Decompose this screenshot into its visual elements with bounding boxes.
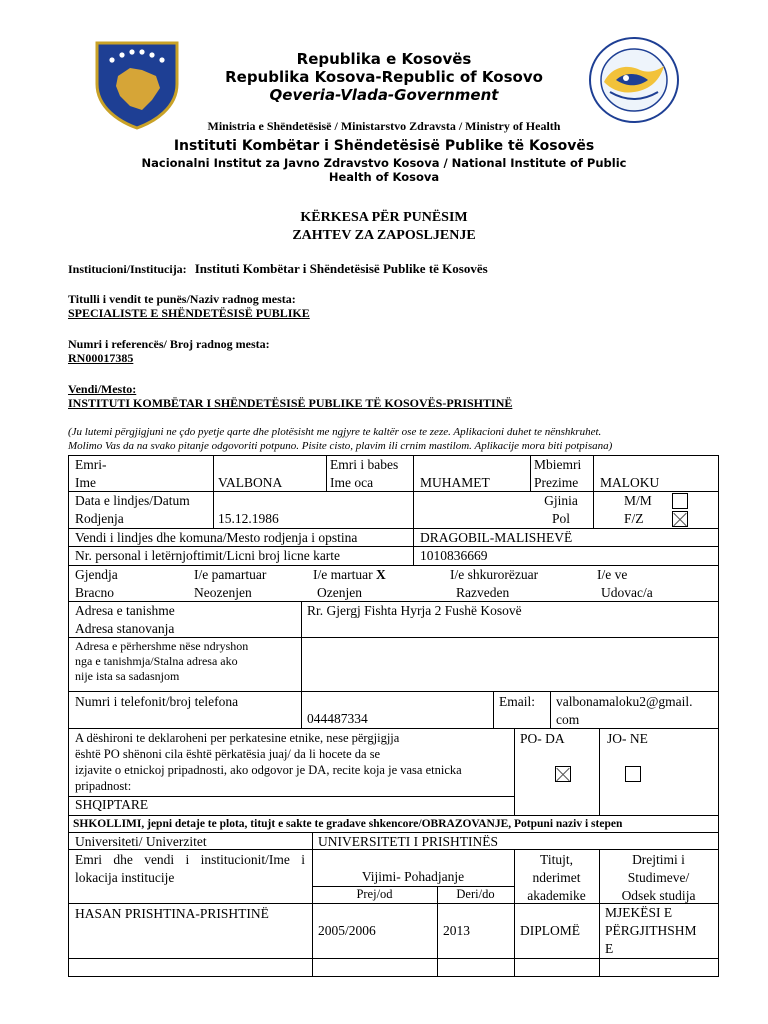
ministry-line: Ministria e Shëndetësisë / Ministarstvo Zdravsta / Ministry of Health — [207, 119, 561, 133]
marital-single-option[interactable] — [194, 566, 266, 602]
perm-label-line2: nga e tanishmja/Stalna adresa ako — [75, 654, 238, 668]
id-number-value[interactable]: 1010836669 — [420, 548, 488, 563]
title-line2: ZAHTEV ZA ZAPOSLJENJE — [292, 228, 476, 243]
single-line2: Neozenjen — [194, 585, 252, 600]
position-value: SPECIALISTE E SHËNDETËSISË PUBLIKE — [68, 306, 310, 320]
gender-label-line1: Gjinia — [544, 493, 578, 508]
marital-widowed-option[interactable] — [597, 566, 653, 602]
marital-married-option[interactable] — [313, 566, 386, 602]
ethnicity-no-checkbox[interactable] — [625, 766, 641, 782]
ref-label: Numri i referencës/ Broj radnog mesta: — [68, 337, 270, 351]
institution-label: Institucioni/Institucija: — [68, 262, 187, 276]
title-line1: KËRKESA PËR PUNËSIM — [300, 210, 468, 225]
gender-label-line2: Pol — [551, 511, 570, 526]
instructions-note-1: (Ju lutemi përgjigjuni ne çdo pyetje qarte dhe plotësisht me ngjyre te kaltër ose te zeze. Aplikacioni duhet te nënshkruhet. — [68, 426, 602, 438]
to-label: Deri/do — [456, 887, 495, 901]
place-label: Vendi/Mesto: — [68, 382, 137, 396]
married-label: I/e martuar — [313, 567, 373, 582]
ethnic-line1: A dëshironi te deklaroheni per perkatesine etnike, nese përgjigjja — [75, 731, 400, 745]
dob-label-line2: Rodjenja — [75, 511, 124, 526]
instructions-note-2: Molimo Vas da na svako pitanje odgovoriti potpuno. Pisite cisto, plavim ili crnim mastilom. Aplikacije mora biti potpisana) — [68, 440, 613, 452]
academic-titles-label — [514, 851, 599, 905]
ethnicity-no-label: JO- NE — [607, 731, 648, 746]
institute-name: Instituti Kombëtar i Shëndetësisë Publike të Kosovës — [173, 138, 595, 154]
inst-label-line1: Emri dhe vendi i institucionit/Ime i — [75, 852, 305, 867]
married-line1 — [313, 566, 386, 584]
institute-sub1: Nacionalni Institut za Javno Zdravstvo Kosova / National Institute of Public — [141, 156, 627, 170]
widowed-line2: Udovac/a — [601, 585, 653, 600]
education-header: SHKOLLIMI, jepni detaje te plota, titujt e sakte te gradave shkencore/OBRAZOVANJE, Potpuni naziv i stepen — [73, 818, 623, 830]
name-label — [75, 456, 107, 492]
institute-sub2: Health of Kosova — [328, 170, 440, 184]
ethnicity-yes-label: PO- DA — [520, 731, 565, 746]
address-label — [75, 602, 175, 638]
divorced-line1: I/e shkurorëzuar — [450, 567, 539, 582]
education-row-institution[interactable]: HASAN PRISHTINA-PRISHTINË — [75, 906, 269, 921]
gender-male-label: M/M — [624, 493, 652, 508]
gender-female-checkbox-checked[interactable] — [672, 511, 688, 527]
email-label: Email: — [499, 694, 535, 709]
birthplace-label: Vendi i lindjes dhe komuna/Mesto rodjenja i opstina — [75, 530, 358, 545]
father-label-line1: Emri i babes — [330, 457, 399, 472]
university-value[interactable]: UNIVERSITETI I PRISHTINËS — [318, 834, 498, 849]
married-line2: Ozenjen — [317, 585, 362, 600]
dept-line2: Studimeve/ — [627, 870, 690, 885]
titles-line3: akademike — [527, 888, 586, 903]
father-name-value[interactable]: MUHAMET — [420, 475, 490, 490]
surname-label-line2: Prezime — [534, 475, 579, 490]
row-dept-line3: E — [605, 941, 614, 956]
divorced-line2: Razveden — [456, 585, 510, 600]
address-label-line2: Adresa stanovanja — [75, 621, 175, 636]
name-label-line2: Ime — [75, 475, 96, 490]
header-line3: Qeveria-Vlada-Government — [269, 86, 499, 104]
institution-row — [68, 260, 488, 278]
place-value: INSTITUTI KOMBËTAR I SHËNDETËSISË PUBLIKE TË KOSOVËS-PRISHTINË — [68, 396, 513, 410]
institution-value: Instituti Kombëtar i Shëndetësisë Publike të Kosovës — [194, 261, 488, 276]
widowed-line1: I/e ve — [597, 567, 628, 582]
phone-value[interactable]: 044487334 — [307, 711, 368, 726]
ref-value: RN00017385 — [68, 351, 134, 365]
marital-divorced-option[interactable] — [450, 566, 538, 602]
dob-label-line1: Data e lindjes/Datum — [75, 493, 190, 508]
surname-label — [534, 456, 581, 492]
row-dept-line2: PËRGJITHSHM — [605, 923, 697, 938]
titles-line1: Titujt, — [540, 852, 573, 867]
address-label-line1: Adresa e tanishme — [75, 603, 175, 618]
position-label: Titulli i vendit te punës/Naziv radnog mesta: — [68, 292, 296, 306]
married-mark: X — [375, 567, 386, 582]
email-line1: valbonamaloku2@gmail. — [556, 694, 693, 709]
ethnic-line4: pripadnost: — [75, 779, 132, 793]
institution-name-label — [75, 851, 305, 887]
gender-female-label: F/Z — [624, 511, 644, 526]
study-department-label — [599, 851, 718, 905]
status-label-line1: Gjendja — [75, 567, 118, 582]
ethnicity-yes-checkbox-checked[interactable] — [555, 766, 571, 782]
name-label-line1: Emri- — [75, 457, 107, 472]
marital-status-label — [75, 566, 118, 602]
surname-label-line1: Mbiemri — [534, 457, 582, 472]
permanent-address-field[interactable] — [302, 638, 718, 691]
id-number-label: Nr. personal i letërnjoftimit/Licni broj licne karte — [75, 548, 341, 563]
university-label: Universiteti/ Univerzitet — [75, 834, 207, 849]
from-label: Prej/od — [356, 887, 393, 901]
birthplace-value[interactable]: DRAGOBIL-MALISHEVË — [420, 530, 573, 545]
email-value[interactable] — [556, 693, 693, 729]
header-line1: Republika e Kosovës — [296, 50, 472, 68]
father-name-label — [330, 456, 398, 492]
name-value[interactable]: VALBONA — [218, 475, 283, 490]
dept-line3: Odsek studija — [621, 888, 696, 903]
perm-label-line1: Adresa e përhershme nëse ndryshon — [75, 639, 249, 653]
dob-value[interactable]: 15.12.1986 — [218, 511, 279, 526]
education-row-from[interactable]: 2005/2006 — [318, 923, 376, 938]
status-label-line2: Bracno — [75, 585, 114, 600]
education-row-department[interactable] — [605, 904, 697, 958]
father-label-line2: Ime oca — [330, 475, 374, 490]
row-dept-line1: MJEKËSI E — [605, 905, 673, 920]
gender-label — [530, 492, 592, 528]
phone-label: Numri i telefonit/broj telefona — [75, 694, 239, 709]
titles-line2: nderimet — [532, 870, 581, 885]
education-row-to[interactable]: 2013 — [443, 923, 470, 938]
ethnicity-question — [75, 730, 462, 794]
perm-label-line3: nije ista sa sadasnjom — [75, 669, 180, 683]
permanent-address-label — [75, 639, 248, 684]
gender-male-checkbox[interactable] — [672, 493, 688, 509]
ethnic-line3: izjavite o etnickoj pripadnosti, ako odgovor je DA, recite koja je vasa etnicka — [75, 763, 462, 777]
single-line1: I/e pamartuar — [194, 567, 267, 582]
ethnic-line2: është PO shënoni cila është përkatësia juaj/ da li hocete da se — [75, 747, 381, 761]
ethnicity-value[interactable]: SHQIPTARE — [75, 797, 149, 812]
education-row-title[interactable]: DIPLOMË — [520, 923, 580, 938]
attendance-label: Vijimi- Pohadjanje — [361, 869, 465, 884]
header-line2: Republika Kosova-Republic of Kosovo — [225, 68, 543, 86]
dob-label — [75, 492, 190, 528]
inst-label-line2: lokacija institucije — [75, 870, 175, 885]
dept-line1: Drejtimi i — [632, 852, 685, 867]
surname-value[interactable]: MALOKU — [600, 475, 660, 490]
education-empty-row[interactable] — [69, 959, 718, 976]
address-value[interactable]: Rr. Gjergj Fishta Hyrja 2 Fushë Kosovë — [307, 603, 522, 618]
email-line2: com — [556, 712, 580, 727]
